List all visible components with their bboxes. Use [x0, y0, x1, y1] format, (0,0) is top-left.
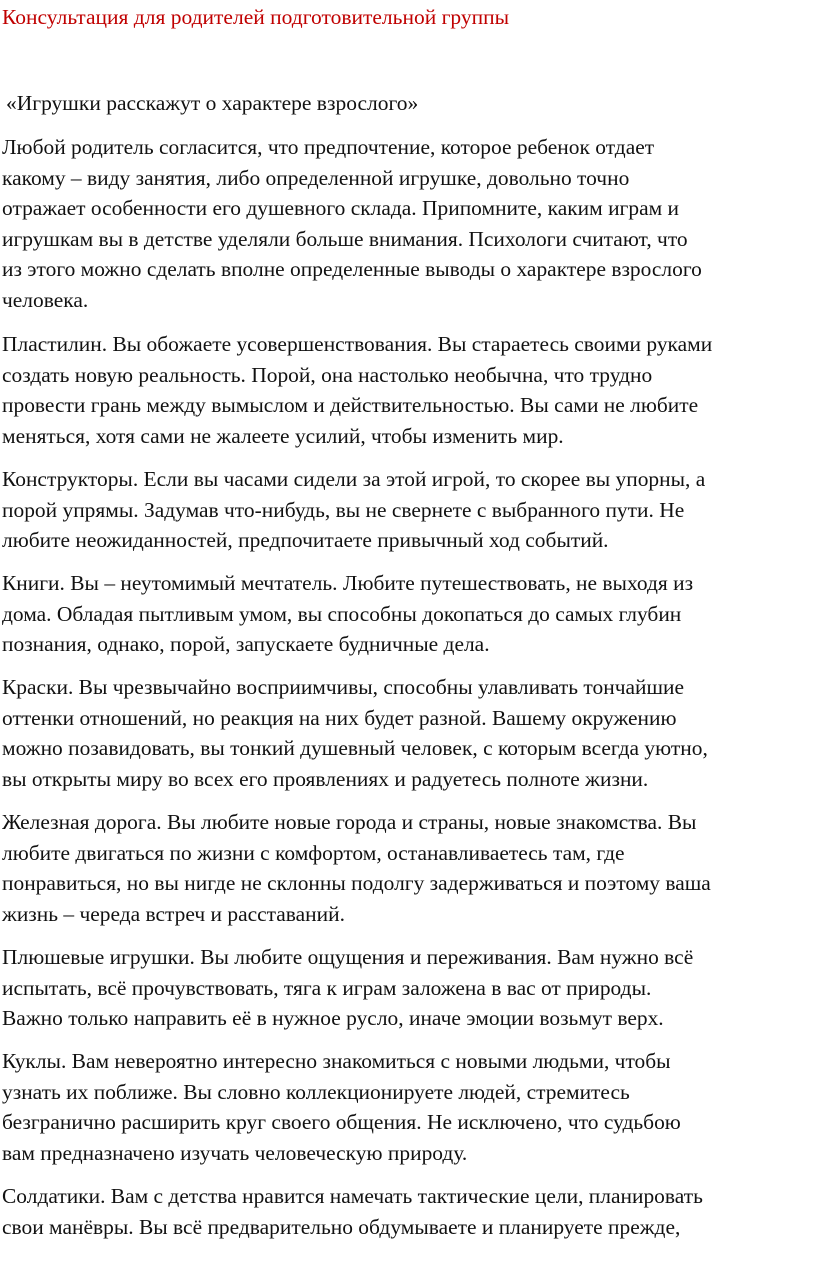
paragraph-books	[2, 568, 814, 660]
paragraph-line: Краски. Вы чрезвычайно восприимчивы, способны улавливать тончайшие	[2, 675, 684, 699]
paragraph-line: безгранично расширить круг своего общения. Не исключено, что судьбою	[2, 1110, 681, 1135]
paragraph-line: испытать, всё прочувствовать, тяга к играм заложена в вас от природы.	[2, 975, 652, 1000]
paragraph-line: вы открыты миру во всех его проявлениях и радуетесь полноте жизни.	[2, 766, 649, 791]
paragraph-line: понравиться, но вы нигде не склонны подолгу задерживаться и поэтому ваша	[2, 871, 711, 896]
paragraph-line: Плюшевые игрушки. Вы любите ощущения и переживания. Вам нужно всё	[2, 945, 694, 969]
paragraph-line: Солдатики. Вам с детства нравится намечать тактические цели, планировать	[2, 1184, 703, 1208]
paragraph-line: игрушкам вы в детстве уделяли больше внимания. Психологи считают, что	[2, 226, 688, 251]
paragraph-line: из этого можно сделать вполне определенные выводы о характере взрослого	[2, 257, 702, 282]
paragraph-plush-toys	[2, 942, 814, 1034]
paragraph-line: Железная дорога. Вы любите новые города и страны, новые знакомства. Вы	[2, 810, 697, 834]
paragraph-line: провести грань между вымыслом и действительностью. Вы сами не любите	[2, 393, 699, 418]
document-title: «Игрушки расскажут о характере взрослого»	[6, 91, 419, 115]
paragraph-constructors	[2, 464, 814, 556]
paragraph-dolls	[2, 1046, 814, 1168]
paragraph-line: Конструкторы. Если вы часами сидели за этой игрой, то скорее вы упорны, а	[2, 467, 706, 491]
paragraph-line: познания, однако, порой, запускаете будничные дела.	[2, 632, 490, 657]
paragraph-line: меняться, хотя сами не жалеете усилий, чтобы изменить мир.	[2, 423, 564, 448]
paragraph-line: Пластилин. Вы обожаете усовершенствования. Вы стараетесь своими руками	[2, 332, 713, 356]
paragraph-paints	[2, 672, 814, 794]
paragraph-line: порой упрямы. Задумав что-нибудь, вы не свернете с выбранного пути. Не	[2, 497, 685, 522]
paragraph-line: отражает особенности его душевного склада. Припомните, каким играм и	[2, 196, 680, 221]
paragraph-line: можно позавидовать, вы тонкий душевный человек, с которым всегда уютно,	[2, 736, 708, 761]
paragraph-line: Любой родитель согласится, что предпочтение, которое ребенок отдает	[2, 135, 655, 159]
paragraph-railway	[2, 807, 814, 929]
paragraph-line: Важно только направить её в нужное русло, иначе эмоции возьмут верх.	[2, 1006, 664, 1031]
paragraph-line: жизнь – череда встреч и расставаний.	[2, 901, 345, 926]
paragraph-line: какому – виду занятия, либо определенной игрушке, довольно точно	[2, 165, 630, 190]
paragraph-intro	[2, 132, 814, 316]
paragraph-line: оттенки отношений, но реакция на них будет разной. Вашему окружению	[2, 705, 677, 730]
paragraph-line: свои манёвры. Вы всё предварительно обдумываете и планируете прежде,	[2, 1214, 681, 1239]
paragraph-line: узнать их поближе. Вы словно коллекционируете людей, стремитесь	[2, 1079, 630, 1104]
paragraph-line: дома. Обладая пытливым умом, вы способны докопаться до самых глубин	[2, 601, 682, 626]
paragraph-line: Куклы. Вам невероятно интересно знакомиться с новыми людьми, чтобы	[2, 1049, 671, 1073]
document-header: Консультация для родителей подготовительной группы	[2, 5, 510, 29]
paragraph-line: любите двигаться по жизни с комфортом, останавливаетесь там, где	[2, 840, 625, 865]
paragraph-plasticine	[2, 329, 814, 451]
paragraph-line: вам предназначено изучать человеческую природу.	[2, 1140, 468, 1165]
paragraph-soldiers	[2, 1181, 814, 1242]
paragraph-line: любите неожиданностей, предпочитаете привычный ход событий.	[2, 528, 609, 553]
paragraph-line: создать новую реальность. Порой, она настолько необычна, что трудно	[2, 362, 653, 387]
paragraph-line: Книги. Вы – неутомимый мечтатель. Любите путешествовать, не выходя из	[2, 571, 694, 595]
paragraph-line: человека.	[2, 287, 89, 312]
